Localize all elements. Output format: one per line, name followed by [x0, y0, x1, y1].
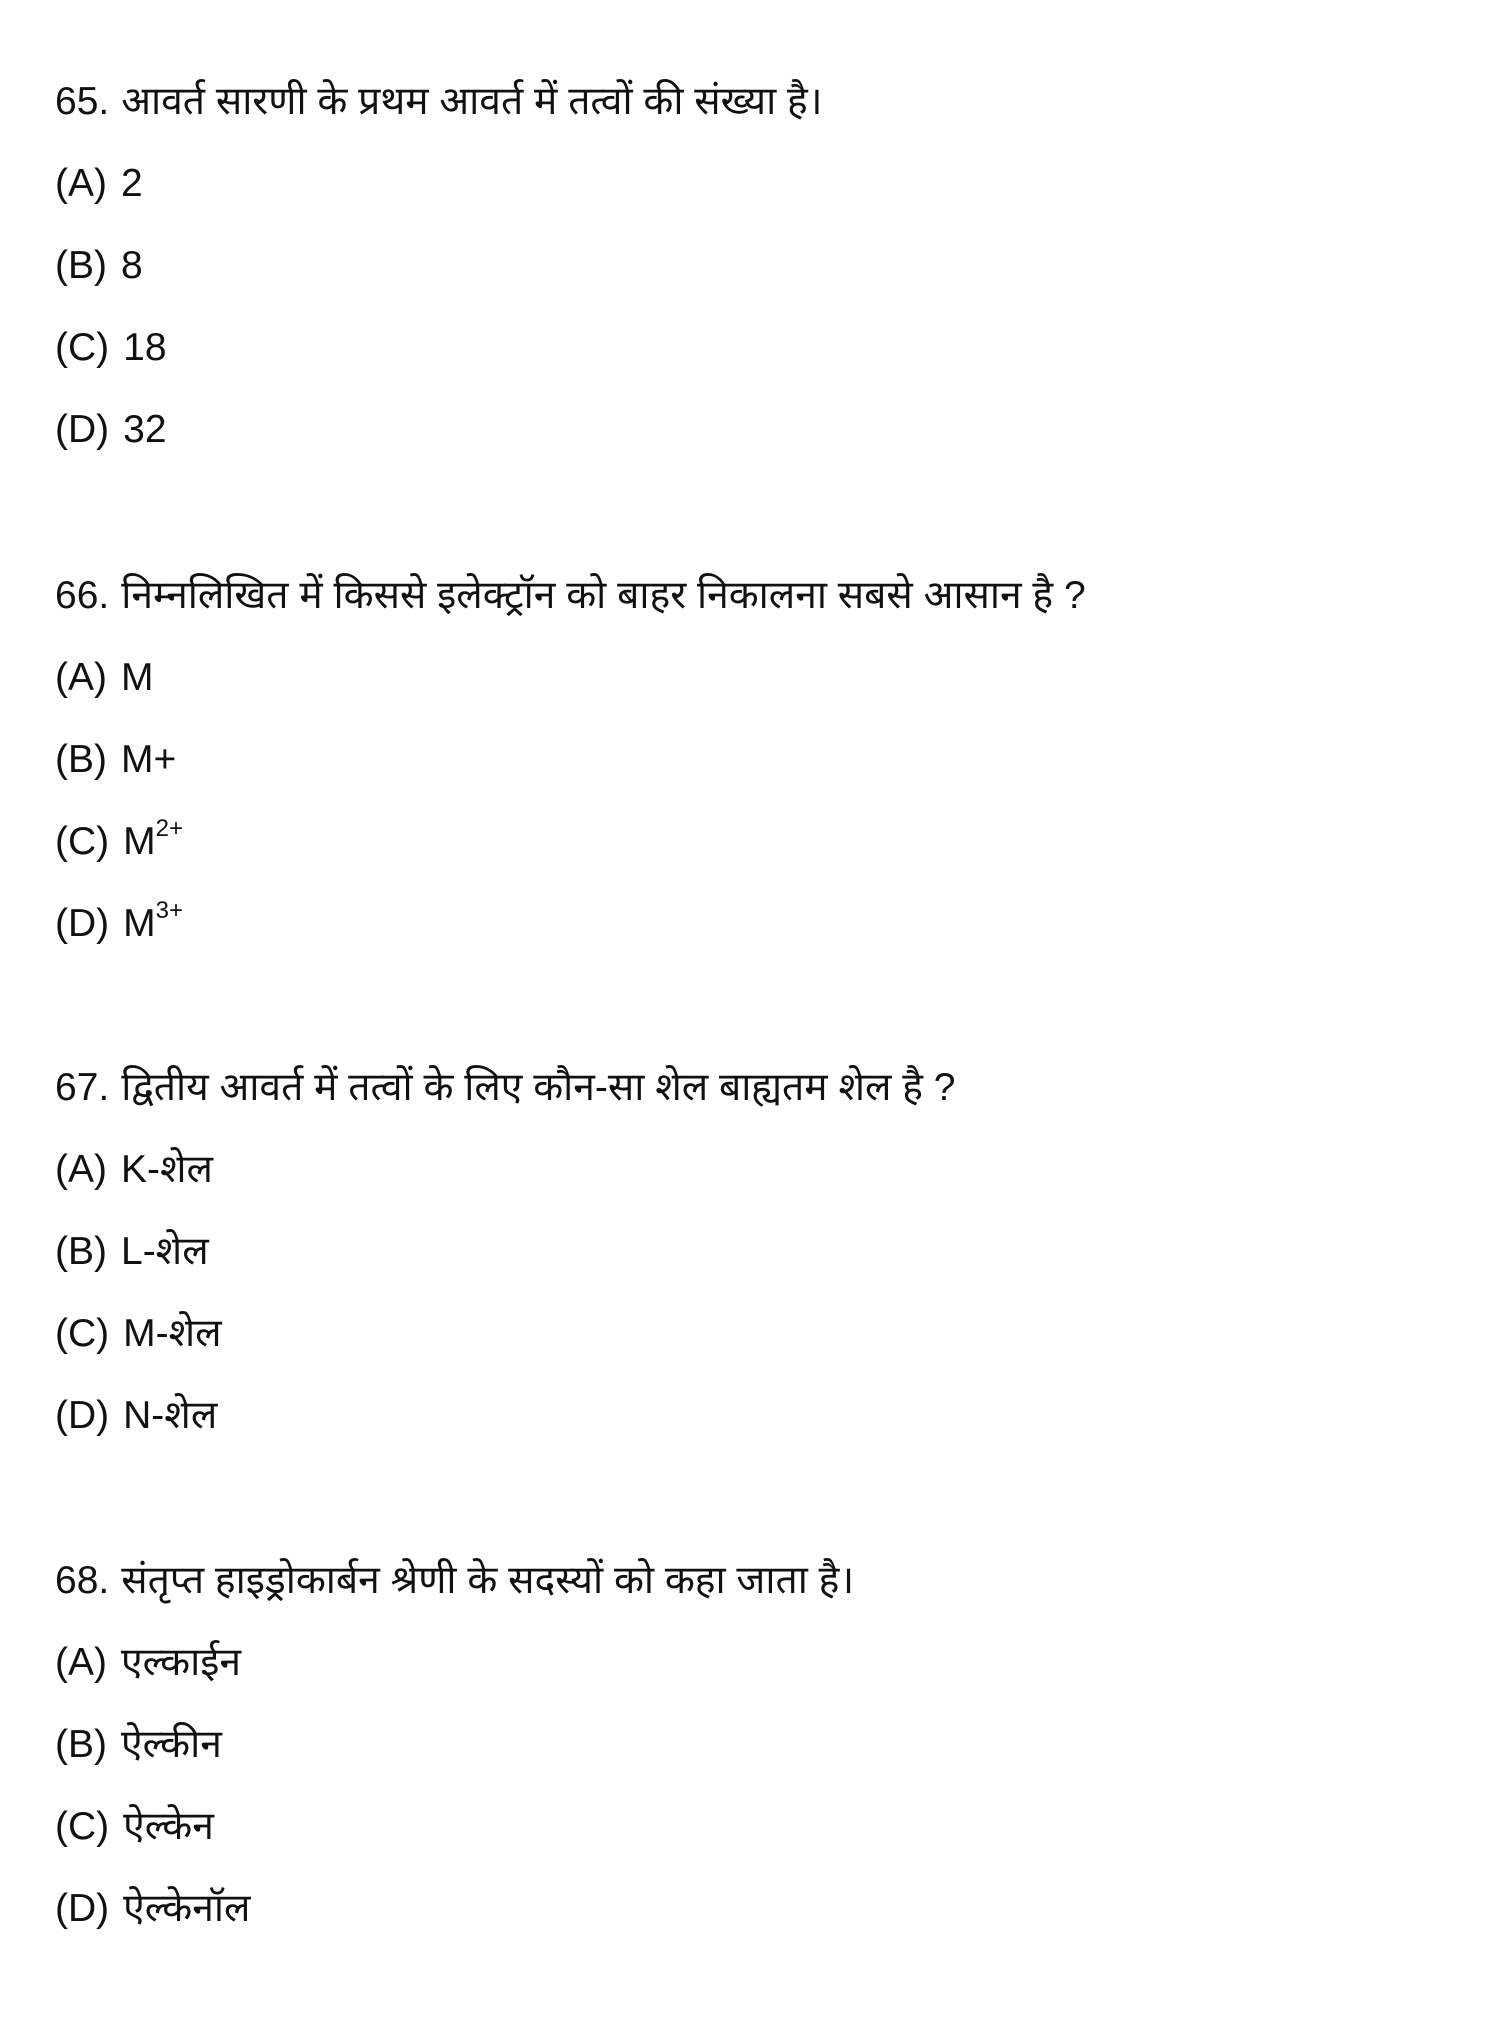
- option-value: ऐल्कीन: [121, 1723, 222, 1766]
- question-number: 68.: [55, 1559, 110, 1602]
- question-block: [55, 576, 1455, 986]
- option-label: (C): [55, 1312, 110, 1355]
- option-item[interactable]: [55, 740, 1455, 822]
- option-label: (C): [55, 1805, 110, 1848]
- option-text: [123, 815, 184, 863]
- option-text: [121, 1150, 213, 1190]
- option-text: [123, 1807, 214, 1847]
- option-text: [121, 658, 154, 698]
- option-item[interactable]: [55, 1314, 1455, 1396]
- option-item[interactable]: [55, 1643, 1455, 1725]
- option-label: (B): [55, 738, 107, 781]
- option-item[interactable]: [55, 1150, 1455, 1232]
- option-item[interactable]: [55, 1807, 1455, 1889]
- option-label: (A): [55, 1148, 107, 1191]
- question-block: [55, 1561, 1455, 1971]
- option-value: L-शेल: [121, 1230, 209, 1273]
- question-text: निम्नलिखित में किससे इलेक्ट्रॉन को बाहर निकालना सबसे आसान है ?: [121, 574, 1086, 617]
- option-text: [121, 1725, 222, 1765]
- option-text: [123, 897, 184, 945]
- option-label: (A): [55, 1641, 107, 1684]
- option-item[interactable]: [55, 1396, 1455, 1478]
- option-label: (D): [55, 1394, 110, 1437]
- option-item[interactable]: [55, 328, 1455, 410]
- option-label: (C): [55, 326, 110, 369]
- option-item[interactable]: [55, 897, 1455, 986]
- option-superscript: 2+: [155, 815, 184, 842]
- option-label: (B): [55, 1723, 107, 1766]
- question-text: आवर्त सारणी के प्रथम आवर्त में तत्वों की संख्या है।: [121, 80, 823, 123]
- option-text: [123, 410, 166, 450]
- option-value: ऐल्केन: [123, 1805, 214, 1848]
- option-item[interactable]: [55, 246, 1455, 328]
- option-value: M+: [121, 738, 177, 781]
- question-number: 66.: [55, 574, 110, 617]
- option-item[interactable]: [55, 658, 1455, 740]
- option-superscript: 3+: [155, 897, 184, 924]
- option-value: 32: [123, 408, 167, 451]
- option-label: (D): [55, 408, 110, 451]
- option-item[interactable]: [55, 815, 1455, 904]
- option-text: [123, 1314, 221, 1354]
- option-item[interactable]: [55, 164, 1455, 246]
- option-item[interactable]: [55, 410, 1455, 492]
- option-label: (A): [55, 656, 107, 699]
- option-value: 2: [121, 162, 143, 205]
- question-block: [55, 82, 1455, 492]
- option-text: [121, 1643, 241, 1683]
- question-line: [55, 82, 1455, 164]
- option-value: M: [123, 820, 156, 863]
- option-item[interactable]: [55, 1889, 1455, 1971]
- option-label: (B): [55, 244, 107, 287]
- option-label: (D): [55, 902, 110, 945]
- option-label: (D): [55, 1887, 110, 1930]
- question-block: [55, 1068, 1455, 1478]
- option-value: N-शेल: [123, 1394, 218, 1437]
- option-text: [121, 164, 143, 204]
- option-value: K-शेल: [121, 1148, 213, 1191]
- option-value: 8: [121, 244, 143, 287]
- option-item[interactable]: [55, 1232, 1455, 1314]
- option-value: M-शेल: [123, 1312, 222, 1355]
- question-number: 65.: [55, 80, 110, 123]
- option-value: एल्काईन: [121, 1641, 242, 1684]
- option-text: [121, 1232, 209, 1272]
- option-text: [123, 328, 166, 368]
- question-text: द्वितीय आवर्त में तत्वों के लिए कौन-सा शेल बाह्यतम शेल है ?: [121, 1066, 956, 1109]
- option-label: (C): [55, 820, 110, 863]
- question-text: संतृप्त हाइड्रोकार्बन श्रेणी के सदस्यों को कहा जाता है।: [121, 1559, 855, 1602]
- question-line: [55, 576, 1455, 658]
- option-value: M: [121, 656, 154, 699]
- option-value: ऐल्केनॉल: [123, 1887, 251, 1930]
- option-value: M: [123, 902, 156, 945]
- option-text: [123, 1396, 217, 1436]
- option-label: (B): [55, 1230, 107, 1273]
- option-value: 18: [123, 326, 167, 369]
- question-line: [55, 1068, 1455, 1150]
- option-text: [123, 1889, 250, 1929]
- question-number: 67.: [55, 1066, 110, 1109]
- option-text: [121, 246, 143, 286]
- question-line: [55, 1561, 1455, 1643]
- option-item[interactable]: [55, 1725, 1455, 1807]
- option-label: (A): [55, 162, 107, 205]
- option-text: [121, 740, 176, 780]
